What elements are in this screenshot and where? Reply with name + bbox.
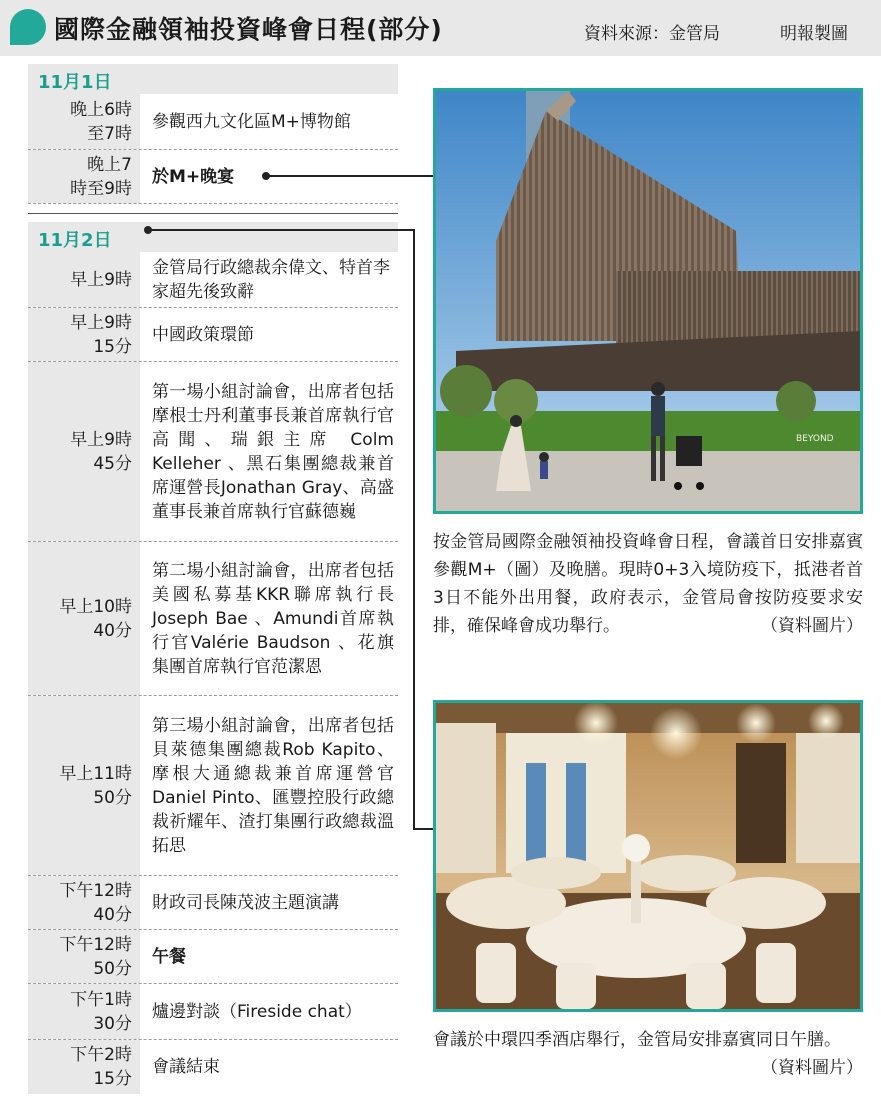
time-line: 早上11時 <box>59 763 132 784</box>
desc-cell: 參觀西九文化區M+博物館 <box>152 111 351 132</box>
caption-credit: （資料圖片） <box>761 1058 863 1078</box>
source-label: 資料來源：金管局 <box>584 24 720 44</box>
time-line: 下午2時 <box>70 1045 132 1065</box>
desc-cell: 金管局行政總裁余偉文、特首李家超先後致辭 <box>152 257 390 302</box>
time-cell <box>28 984 140 1039</box>
title-bullet-icon <box>10 9 46 45</box>
desc-cell: 中國政策環節 <box>152 324 254 345</box>
connector-line <box>266 175 434 177</box>
time-cell <box>28 150 140 203</box>
schedule-row <box>28 252 398 308</box>
time-line: 40分 <box>93 620 132 641</box>
desc-cell: 會議結束 <box>152 1057 220 1077</box>
credit-label: 明報製圖 <box>780 24 848 44</box>
time-line: 早上9時 <box>70 312 132 333</box>
time-cell <box>28 308 140 361</box>
header-bar <box>0 0 881 56</box>
time-cell <box>28 94 140 149</box>
desc-cell: 第一場小組討論會，出席者包括摩根士丹利董事長兼首席執行官高聞、瑞銀主席 Colm Kelleher 、黑石集團總裁兼首席運營長Jonathan Gray、高盛董事長兼首席執行官蘇德巍 <box>152 381 394 522</box>
schedule-row <box>28 362 398 542</box>
time-cell <box>28 542 140 695</box>
desc-cell: 第二場小組討論會，出席者包括美國私募基KKR聯席執行長 Joseph Bae 、Amundi首席執行官Valérie Baudson 、花旗集團首席執行官范潔恩 <box>152 560 394 677</box>
time-line: 15分 <box>93 336 132 357</box>
time-line: 15分 <box>93 1069 132 1089</box>
schedule-table <box>28 64 398 1094</box>
time-line: 下午12時 <box>59 934 132 955</box>
time-cell <box>28 1040 140 1094</box>
connector-line <box>148 229 414 231</box>
desc-cell: 午餐 <box>152 946 186 967</box>
time-line: 下午12時 <box>59 880 132 901</box>
time-line: 早上9時 <box>70 269 132 290</box>
date-label: 11月2日 <box>38 230 112 251</box>
time-line: 50分 <box>93 787 132 808</box>
time-line: 晚上6時 <box>70 99 132 120</box>
photo2-caption <box>433 1026 863 1082</box>
time-cell <box>28 930 140 983</box>
schedule-row <box>28 984 398 1040</box>
schedule-row <box>28 930 398 984</box>
schedule-row <box>28 542 398 696</box>
time-line: 45分 <box>93 453 132 474</box>
time-line: 下午1時 <box>70 989 132 1010</box>
desc-cell: 爐邊對談（Fireside chat） <box>152 1001 362 1022</box>
banquet-hall-photo <box>433 700 863 1012</box>
connector-line <box>413 229 415 829</box>
time-line: 時至9時 <box>70 178 132 199</box>
desc-cell: 於M+晚宴 <box>152 166 235 187</box>
date-header-day2 <box>28 222 398 252</box>
time-line: 至7時 <box>87 123 132 144</box>
mplus-museum-photo <box>433 88 863 514</box>
time-cell <box>28 362 140 541</box>
schedule-row <box>28 308 398 362</box>
desc-cell: 財政司長陳茂波主題演講 <box>152 892 339 913</box>
caption-text: 按金管局國際金融領袖投資峰會日程，會議首日安排嘉賓參觀M+（圖）及晚膳。現時0+3入境防疫下，抵港者首3日不能外出用餐，政府表示，金管局會按防疫要求安排，確保峰會成功舉行。 <box>433 532 863 636</box>
day-divider <box>28 204 398 214</box>
caption-text: 會議於中環四季酒店舉行，金管局安排嘉賓同日午膳。 <box>433 1030 841 1050</box>
caption-credit: （資料圖片） <box>761 616 863 636</box>
schedule-row <box>28 150 398 204</box>
time-line: 早上9時 <box>70 429 132 450</box>
schedule-row <box>28 876 398 930</box>
desc-cell: 第三場小組討論會，出席者包括貝萊德集團總裁Rob Kapito、摩根大通總裁兼首席運營官Daniel Pinto、匯豐控股行政總裁祈耀年、渣打集團行政總裁溫拓思 <box>152 715 394 856</box>
time-cell <box>28 252 140 307</box>
time-line: 50分 <box>93 958 132 979</box>
date-header-day1 <box>28 64 398 94</box>
time-cell <box>28 876 140 929</box>
connector-line <box>413 828 434 830</box>
time-line: 晚上7 <box>87 154 132 175</box>
time-line: 30分 <box>93 1013 132 1034</box>
schedule-row <box>28 1040 398 1094</box>
museum-banner-text: BEYOND <box>796 434 834 444</box>
schedule-row <box>28 696 398 876</box>
photo1-caption <box>433 528 863 640</box>
time-line: 早上10時 <box>59 596 132 617</box>
time-cell <box>28 696 140 875</box>
page-title: 國際金融領袖投資峰會日程(部分) <box>54 15 443 44</box>
date-label: 11月1日 <box>38 72 112 93</box>
schedule-row <box>28 94 398 150</box>
time-line: 40分 <box>93 904 132 925</box>
